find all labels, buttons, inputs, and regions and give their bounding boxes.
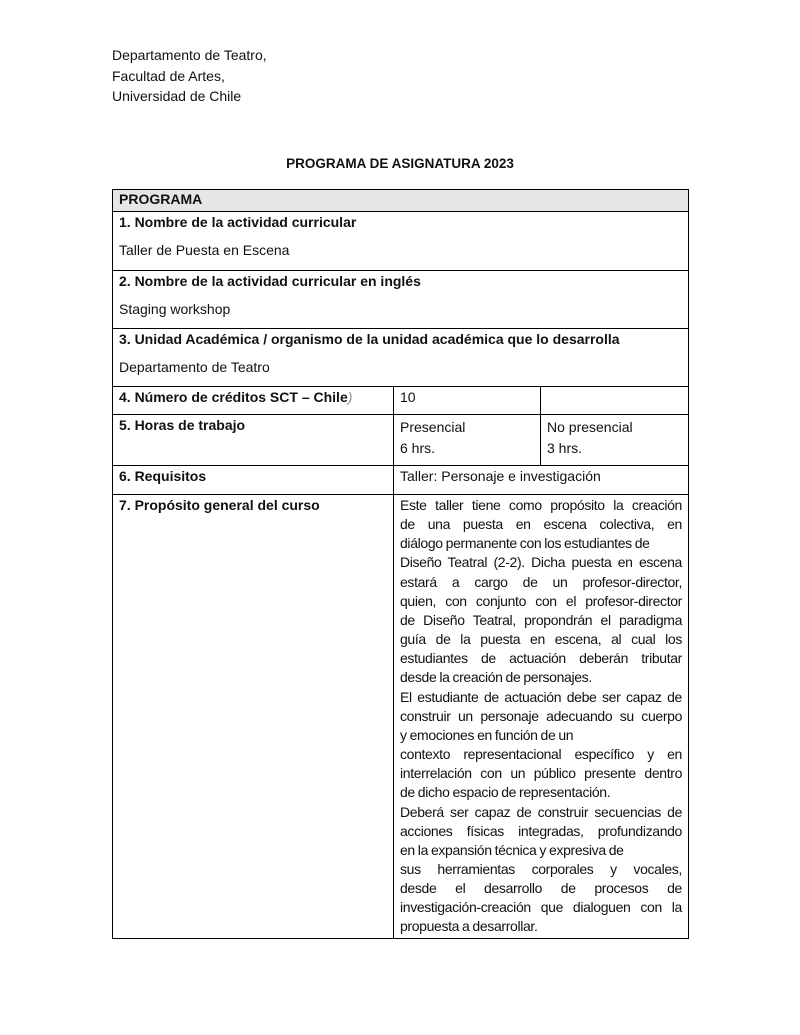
presencial-value: 6 hrs. [400,440,436,456]
purpose-line: Deberá ser capaz de construir secuencias de [400,803,682,820]
section-1 [112,211,689,271]
purpose-line: guía de la puesta en escena, al cual los [400,631,682,648]
no-presencial-label: No presencial [547,419,633,435]
purpose-line: diálogo permanente con los estudiantes de [400,535,650,552]
purpose-line: acciones físicas integradas, profundizando [400,822,682,839]
section-7-row [112,494,689,939]
purpose-line: de una puesta en escena colectiva, en [400,516,682,533]
purpose-line: y emociones en función de un [400,726,574,743]
purpose-line: de dicho espacio de representación. [400,784,611,801]
header-line: Facultad de Artes, [112,67,225,84]
purpose-line: quien, con conjunto con el profesor-director [400,592,682,609]
section-5-label: 5. Horas de trabajo [112,414,394,466]
section-1-value: Taller de Puesta en Escena [119,242,290,258]
section-4-empty [540,386,689,415]
section-7-label: 7. Propósito general del curso [112,494,394,939]
section-1-label: 1. Nombre de la actividad curricular [119,214,357,230]
section-2 [112,270,689,329]
table-heading: PROGRAMA [112,189,689,212]
purpose-line: de Diseño Teatral, propondrán el paradigma [400,611,682,628]
section-6-value: Taller: Personaje e investigación [393,465,689,495]
purpose-line: Este taller tiene como propósito la creación [400,497,682,513]
section-4-suffix: ) [347,389,353,405]
purpose-line: El estudiante de actuación debe ser capaz de [400,688,682,705]
header-line: Departamento de Teatro, [112,47,267,63]
document-title: PROGRAMA DE ASIGNATURA 2023 [286,156,514,171]
no-presencial-value: 3 hrs. [547,440,583,456]
section-4-value: 10 [393,386,541,415]
purpose-line: sus herramientas corporales y vocales, [400,860,682,877]
purpose-line: contexto representacional específico y en [400,746,682,763]
purpose-line: Diseño Teatral (2-2). Dicha puesta en escena [400,554,682,571]
section-3-label: 3. Unidad Académica / organismo de la unidad académica que lo desarrolla [119,331,620,347]
purpose-line: en la expansión técnica y expresiva de [400,841,624,858]
section-5-no-presencial [540,414,689,466]
presencial-label: Presencial [400,419,466,435]
purpose-line: interrelación con un público presente dentro [400,765,682,782]
section-2-label: 2. Nombre de la actividad curricular en inglés [119,273,421,289]
purpose-line: desde la creación de personajes. [400,669,592,686]
purpose-line: investigación-creación que dialoguen con la [400,899,682,916]
section-4-label-cell [112,386,394,415]
section-2-value: Staging workshop [119,301,231,317]
section-7-purpose-text [393,494,689,939]
section-3 [112,328,689,387]
section-4-label: 4. Número de créditos SCT – Chile [119,389,348,405]
institution-header [112,45,267,107]
purpose-line: desde el desarrollo de procesos de [400,880,682,897]
section-6-label: 6. Requisitos [112,465,394,495]
section-5-presencial [393,414,541,466]
purpose-line: estudiantes de actuación deberán tributar [400,650,682,667]
section-3-value: Departamento de Teatro [119,359,270,375]
header-line: Universidad de Chile [112,88,242,104]
purpose-line: estará a cargo de un profesor-director, [400,573,682,590]
purpose-line: propuesta a desarrollar. [400,918,538,935]
purpose-line: construir un personaje adecuando su cuerpo [400,707,682,724]
